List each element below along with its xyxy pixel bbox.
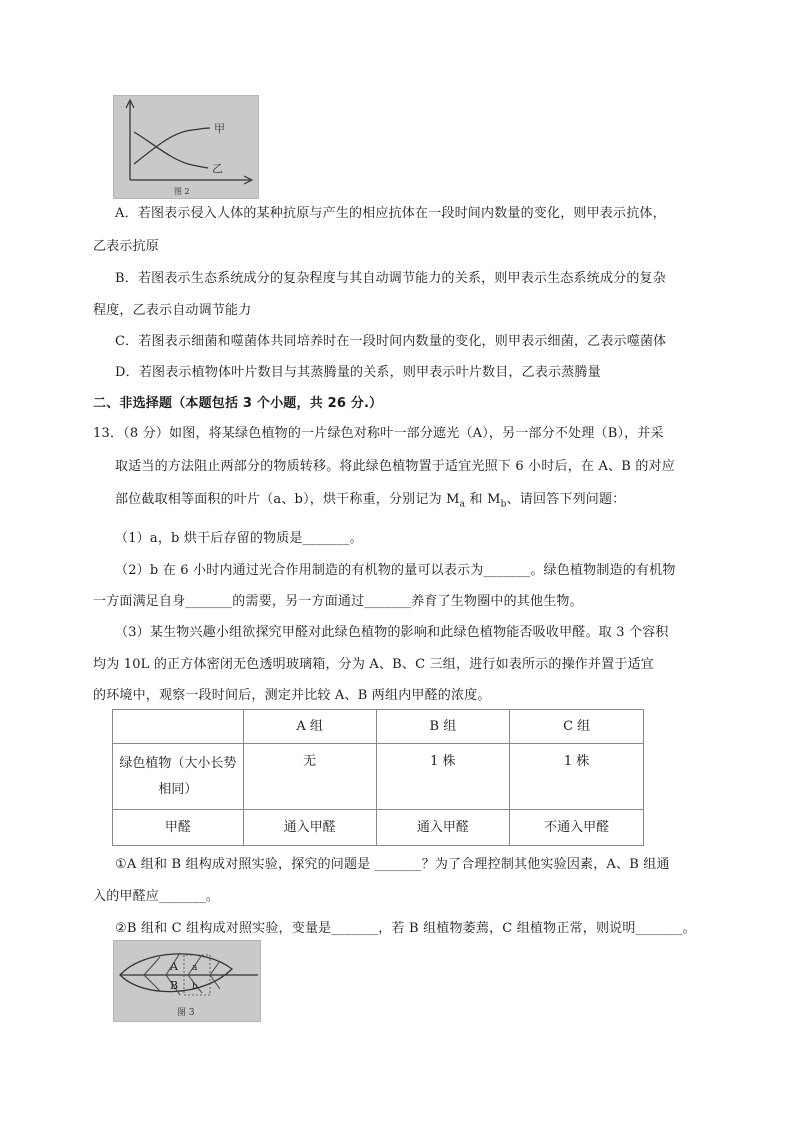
table-header-cell: C 组: [510, 710, 644, 744]
table-cell: 不通入甲醛: [510, 810, 644, 846]
table-cell: 通入甲醛: [243, 810, 376, 846]
option-b-line1: B．若图表示生态系统成分的复杂程度与其自动调节能力的关系，则甲表示生态系统成分的复杂: [115, 271, 666, 286]
q13-part2-line2: 一方面满足自身_______的需要，另一方面通过_______养育了生物圈中的其他生物。: [93, 594, 583, 609]
row-label-line2: 相同）: [158, 781, 198, 797]
leaf-label-a-small: a: [192, 963, 198, 973]
figure-3: [113, 940, 261, 1022]
q13-line1: 13．（8 分）如图，将某绿色植物的一片绿色对称叶一部分遮光（A），另一部分不处理（B），并采: [93, 426, 664, 441]
table-row: [113, 744, 644, 810]
row-label-line1: 绿色植物（大小长势: [119, 755, 237, 771]
sub-b: b: [500, 499, 507, 510]
figure-2-caption: 图 2: [174, 187, 190, 196]
option-c: C．若图表示细菌和噬菌体共同培养时在一段时间内数量的变化，则甲表示细菌，乙表示噬菌体: [115, 334, 667, 349]
table-cell: 通入甲醛: [376, 810, 510, 846]
leaf-label-b: B: [170, 979, 179, 992]
table-row-label: 甲醛: [113, 810, 244, 846]
table-row-label: [113, 744, 244, 810]
q13-line3-pre: 部位截取相等面积的叶片（a、b），烘干称重，分别记为 M: [115, 492, 460, 507]
q13-sub2: ②B 组和 C 组构成对照实验，变量是_______，若 B 组植物萎蔫，C 组植物正常，则说明_______。: [115, 921, 696, 936]
option-d: D．若图表示植物体叶片数目与其蒸腾量的关系，则甲表示叶片数目，乙表示蒸腾量: [115, 365, 601, 380]
q13-line2: 取适当的方法阻止两部分的物质转移。将此绿色植物置于适宜光照下 6 小时后，在 A、B 的对应: [115, 459, 675, 474]
table-header-cell: B 组: [376, 710, 510, 744]
q13-part2-line1: （2）b 在 6 小时内通过光合作用制造的有机物的量可以表示为_______。绿色植物制造的有机物: [115, 563, 676, 578]
leaf-diagram: [114, 941, 260, 1021]
q13-sub1-line1: ①A 组和 B 组构成对照实验，探究的问题是 _______？为了合理控制其他实验因素，A、B 组通: [115, 857, 670, 872]
table-header-row: [113, 710, 644, 744]
q13-sub1-line2: 入的甲醛应_______。: [93, 889, 220, 904]
table-header-cell: A 组: [243, 710, 376, 744]
curve-label-yi: 乙: [212, 162, 223, 175]
figure-2-graph: [114, 96, 258, 198]
figure-2: [113, 95, 259, 199]
table-cell: 1 株: [376, 744, 510, 810]
leaf-label-a: A: [170, 960, 178, 973]
q13-line3-post: 、请回答下列问题：: [506, 492, 626, 507]
q13-part3-line1: （3）某生物兴趣小组欲探究甲醛对此绿色植物的影响和此绿色植物能否吸收甲醛。取 3 个容积: [115, 625, 669, 640]
table-row: [113, 810, 644, 846]
experiment-table: [112, 709, 644, 846]
table-cell: 1 株: [510, 744, 644, 810]
q13-line3: [115, 491, 625, 514]
sub-a: a: [459, 499, 466, 510]
option-b-line2: 程度，乙表示自动调节能力: [93, 303, 252, 318]
figure-3-caption: 图 3: [177, 1008, 195, 1018]
table-header-cell: [113, 710, 244, 744]
option-a-line2: 乙表示抗原: [93, 239, 160, 254]
option-a-line1: A．若图表示侵入人体的某种抗原与产生的相应抗体在一段时间内数量的变化，则甲表示抗体，: [115, 206, 666, 221]
q13-line3-mid: 和 M: [465, 492, 501, 507]
q13-part3-line3: 的环境中，观察一段时间后，测定并比较 A、B 两组内甲醛的浓度。: [93, 688, 491, 703]
section-heading: 二、非选择题（本题包括 3 个小题，共 26 分.）: [93, 396, 383, 411]
q13-part1: （1）a，b 烘干后存留的物质是_______。: [115, 531, 363, 546]
curve-label-jia: 甲: [214, 122, 225, 135]
leaf-label-b-small: b: [192, 982, 198, 992]
table-cell: 无: [243, 744, 376, 810]
q13-part3-line2: 均为 10L 的正方体密闭无色透明玻璃箱，分为 A、B、C 三组，进行如表所示的操作并置于适宜: [93, 657, 654, 672]
